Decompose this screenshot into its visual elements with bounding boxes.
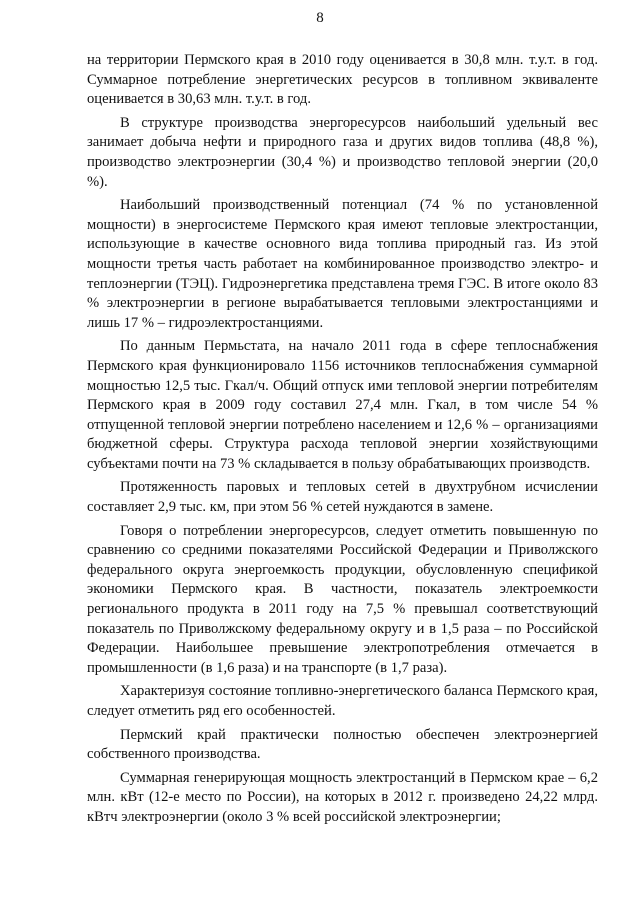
paragraph: Суммарная генерирующая мощность электростанций в Пермском крае – 6,2 млн. кВт (12-е место по России), на которых в 2012 г. произведено 24,22 млрд. кВтч электроэнергии (около 3 % всей российской электроэнергии; — [87, 769, 598, 825]
paragraph: Пермский край практически полностью обеспечен электроэнергией собственного производства. — [87, 726, 598, 763]
paragraph: По данным Пермьстата, на начало 2011 года в сфере теплоснабжения Пермского края функционировало 1156 источников теплоснабжения суммарной мощностью 12,5 тыс. Гкал/ч. Общий отпуск ими тепловой энергии потребителям Пермского края в 2009 году составил 27,4 млн. Гкал, в том числе 54 % отпущенной тепловой энергии потреблено населением и 12,6 % – организациями бюджетной сферы. Структура расхода тепловой энергии хозяйствующими субъектами почти на 73 % складывается в пользу обрабатывающих производств. — [87, 338, 598, 472]
paragraph: Протяженность паровых и тепловых сетей в двухтрубном исчислении составляет 2,9 тыс. км, при этом 56 % сетей нуждаются в замене. — [87, 479, 598, 516]
document-body — [87, 51, 598, 832]
paragraph: Наибольший производственный потенциал (74 % по установленной мощности) в энергосистеме Пермского края имеют тепловые электростанции, использующие в качестве основного вида топлива природный газ. Из этой мощности третья часть работает на комбинированное производство электро- и теплоэнергии (ТЭЦ). Гидроэнергетика представлена тремя ГЭС. В итоге около 83 % электроэнергии в регионе вырабатывается тепловыми электростанциями и лишь 17 % – гидроэлектростанциями. — [87, 197, 598, 331]
paragraph: Характеризуя состояние топливно-энергетического баланса Пермского края, следует отметить ряд его особенностей. — [87, 683, 598, 719]
paragraph: В структуре производства энергоресурсов наибольший удельный вес занимает добыча нефти и природного газа и других видов топлива (48,8 %), производство электроэнергии (30,4 %) и производство тепловой энергии (20,0 %). — [87, 114, 598, 190]
paragraph: на территории Пермского края в 2010 году оценивается в 30,8 млн. т.у.т. в год. Суммарное потребление энергетических ресурсов в топливном эквиваленте оценивается в 30,63 млн. т.у.т. в год. — [87, 52, 598, 108]
page-number: 8 — [316, 10, 324, 26]
paragraph: Говоря о потреблении энергоресурсов, следует отметить повышенную по сравнению со средними показателями Российской Федерации и Приволжского федерального округа энергоемкость продукции, обусловленную спецификой экономики Пермского края. В частности, показатель электроемкости регионального продукта в 2011 году на 7,5 % превышал соответствующий показатель по Приволжскому федеральному округу и в 1,5 раза – по Российской Федерации. Наибольшее превышение электропотребления отмечается в промышленности (в 1,6 раза) и на транспорте (в 1,7 раза). — [87, 522, 598, 676]
